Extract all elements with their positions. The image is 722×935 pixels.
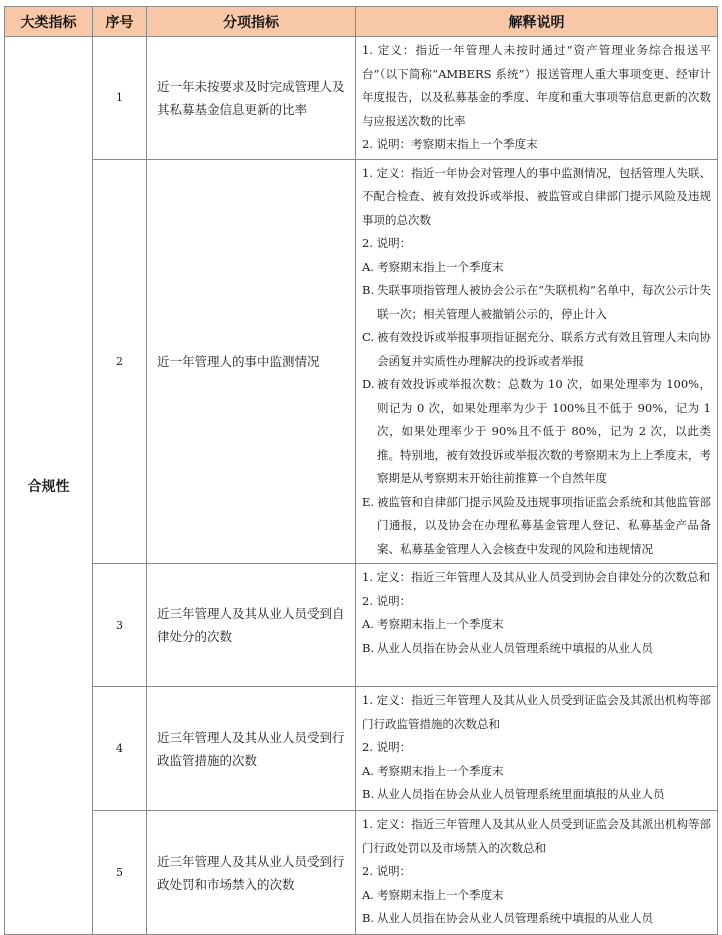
- sub-item: [362, 783, 711, 807]
- sub-item: [362, 613, 711, 637]
- sub-item-text: 考察期末指上一个季度末: [377, 763, 504, 778]
- header-number: 序号: [93, 7, 147, 37]
- row-number: 2: [93, 159, 147, 564]
- description-cell: [356, 811, 718, 935]
- indicator-table: [4, 6, 718, 935]
- table-row: [5, 811, 718, 935]
- definition-text: 1. 定义：指近三年管理人及其从业人员受到协会自律处分的次数总和: [362, 570, 711, 584]
- table-row: [5, 564, 718, 687]
- sub-item-label: A.: [362, 763, 374, 778]
- header-item: 分项指标: [147, 7, 356, 37]
- item-name: 近三年管理人及其从业人员受到自律处分的次数: [147, 564, 356, 687]
- category-cell: 合规性: [5, 37, 93, 935]
- definition-text: 1. 定义：指近一年管理人未按时通过“资产管理业务综合报送平台”（以下简称“AMBERS 系统”）报送管理人重大事项变更、经审计年度报告，以及私募基金的季度、年度和重大事项等信息更新的次数与应报送次数的比率: [362, 43, 711, 128]
- sub-item: [362, 884, 711, 908]
- note-text: 2. 说明：: [362, 236, 412, 250]
- sub-item-text: 被监管和自律部门提示风险及违规事项指证监会系统和其他监管部门通报，以及协会在办理私募基金管理人登记、私募基金产品备案、私募基金管理人入会核查中发现的风险和违规情况: [377, 494, 711, 556]
- item-name: 近三年管理人及其从业人员受到行政处罚和市场禁入的次数: [147, 811, 356, 935]
- sub-item: [362, 256, 711, 280]
- sub-item-text: 被有效投诉或举报事项指证据充分、联系方式有效且管理人未向协会函复并实质性办理解决的投诉或者举报: [377, 330, 711, 368]
- definition-text: 1. 定义：指近三年管理人及其从业人员受到证监会及其派出机构等部门行政监管措施的次数总和: [362, 693, 711, 731]
- item-name: 近一年未按要求及时完成管理人及其私募基金信息更新的比率: [147, 37, 356, 160]
- row-number: 4: [93, 687, 147, 811]
- header-category: 大类指标: [5, 7, 93, 37]
- sub-item-label: C.: [362, 330, 375, 344]
- sub-item-label: B.: [362, 787, 375, 801]
- item-name: 近三年管理人及其从业人员受到行政监管措施的次数: [147, 687, 356, 811]
- table-row: [5, 159, 718, 564]
- row-number: 3: [93, 564, 147, 687]
- sub-item-text: 考察期末指上一个季度末: [377, 259, 504, 274]
- table-row: [5, 37, 718, 160]
- table-row: [5, 687, 718, 811]
- definition-text: 1. 定义：指近一年协会对管理人的事中监测情况，包括管理人失联、不配合检查、被有效投诉或举报、被监管或自律部门提示风险及违规事项的总次数: [362, 165, 711, 227]
- note-text: 2. 说明：考察期末指上一个季度末: [362, 137, 538, 151]
- sub-item: [362, 326, 711, 373]
- sub-item-label: A.: [362, 887, 374, 902]
- sub-item-text: 考察期末指上一个季度末: [377, 617, 504, 631]
- sub-item-text: 从业人员指在协会从业人员管理系统中填报的从业人员: [377, 640, 653, 655]
- sub-item-label: D.: [362, 377, 375, 391]
- sub-item-label: B.: [362, 640, 375, 655]
- sub-item-label: A.: [362, 259, 374, 274]
- sub-item: [362, 279, 711, 326]
- row-number: 5: [93, 811, 147, 935]
- sub-item: [362, 373, 711, 491]
- header-description: 解释说明: [356, 7, 718, 37]
- sub-item-label: A.: [362, 617, 374, 631]
- description-cell: [356, 37, 718, 160]
- item-name: 近一年管理人的事中监测情况: [147, 159, 356, 564]
- row-number: 1: [93, 37, 147, 160]
- sub-item-text: 从业人员指在协会从业人员管理系统里面填报的从业人员: [377, 787, 665, 801]
- header-row: [5, 7, 718, 37]
- sub-item-text: 考察期末指上一个季度末: [377, 887, 504, 902]
- sub-item-label: B.: [362, 283, 375, 297]
- note-text: 2. 说明：: [362, 593, 412, 608]
- sub-item: [362, 760, 711, 784]
- note-text: 2. 说明：: [362, 864, 412, 878]
- definition-text: 1. 定义：指近三年管理人及其从业人员受到证监会及其派出机构等部门行政处罚以及市场禁入的次数总和: [362, 817, 711, 855]
- sub-item-text: 被有效投诉或举报次数：总数为 10 次，如果处理率为 100%，则记为 0 次，如果处理率为少于 100%且不低于 90%，记为 1 次，如果处理率少于 90%且不低于 80%，记为 2 次，以此类推。特别地，被有效投诉或举报次数的考察期末为上上季度末，考察期是从考察期末开始往前推算一个自然年度: [377, 377, 711, 485]
- sub-item-text: 失联事项指管理人被协会公示在“失联机构”名单中，每次公示计失联一次；相关管理人被撤销公示的，停止计入: [377, 283, 711, 321]
- sub-item-label: E.: [362, 494, 375, 509]
- note-text: 2. 说明：: [362, 740, 412, 754]
- description-cell: [356, 564, 718, 687]
- sub-item-text: 从业人员指在协会从业人员管理系统中填报的从业人员: [377, 911, 653, 925]
- sub-item: [362, 637, 711, 661]
- sub-item: [362, 491, 711, 562]
- description-cell: [356, 159, 718, 564]
- description-cell: [356, 687, 718, 811]
- sub-item-label: B.: [362, 911, 375, 925]
